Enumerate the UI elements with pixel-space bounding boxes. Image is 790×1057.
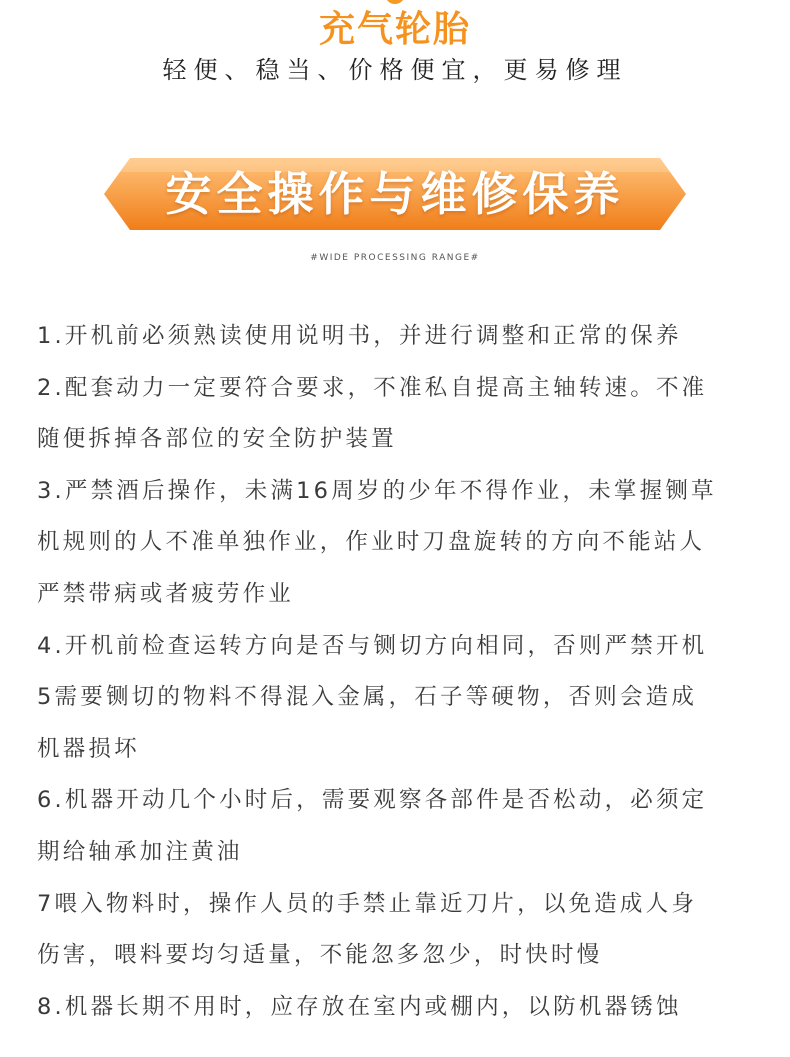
rule-line: 伤害，喂料要均匀适量，不能忽多忽少，时快时慢: [37, 942, 603, 969]
section-banner: [104, 158, 686, 230]
rule-line: 随便拆掉各部位的安全防护装置: [37, 426, 397, 453]
rule-line: 期给轴承加注黄油: [37, 838, 243, 865]
rule-line: 7喂入物料时，操作人员的手禁止靠近刀片，以免造成人身: [37, 890, 698, 917]
rule-line: 5需要铡切的物料不得混入金属，石子等硬物，否则会造成: [37, 684, 698, 711]
rule-line: 机器损坏: [37, 735, 140, 762]
banner-title: 安全操作与维修保养: [165, 167, 625, 221]
banner-caption: #WIDE PROCESSING RANGE#: [310, 253, 480, 263]
feature-subtitle: 轻便、稳当、价格便宜，更易修理: [162, 56, 628, 84]
rule-line: 1.开机前必须熟读使用说明书，并进行调整和正常的保养: [37, 323, 682, 349]
rule-line: 严禁带病或者疲劳作业: [37, 580, 295, 607]
rule-line: 6.机器开动几个小时后，需要观察各部件是否松动，必须定: [37, 787, 708, 814]
top-decoration-fragment: [385, 0, 405, 4]
rule-line: 4.开机前检查运转方向是否与铡切方向相同，否则严禁开机: [37, 632, 708, 659]
rule-line: 8.机器长期不用时，应存放在室内或棚内，以防机器锈蚀: [37, 993, 682, 1020]
rule-line: 2.配套动力一定要符合要求，不准私自提高主轴转速。不准: [37, 374, 708, 401]
feature-title: 充气轮胎: [318, 9, 471, 50]
rule-line: 3.严禁酒后操作，未满16周岁的少年不得作业，未掌握铡草: [37, 477, 717, 504]
rule-line: 机规则的人不准单独作业，作业时刀盘旋转的方向不能站人: [37, 529, 706, 556]
safety-rules-list: [37, 311, 767, 1033]
